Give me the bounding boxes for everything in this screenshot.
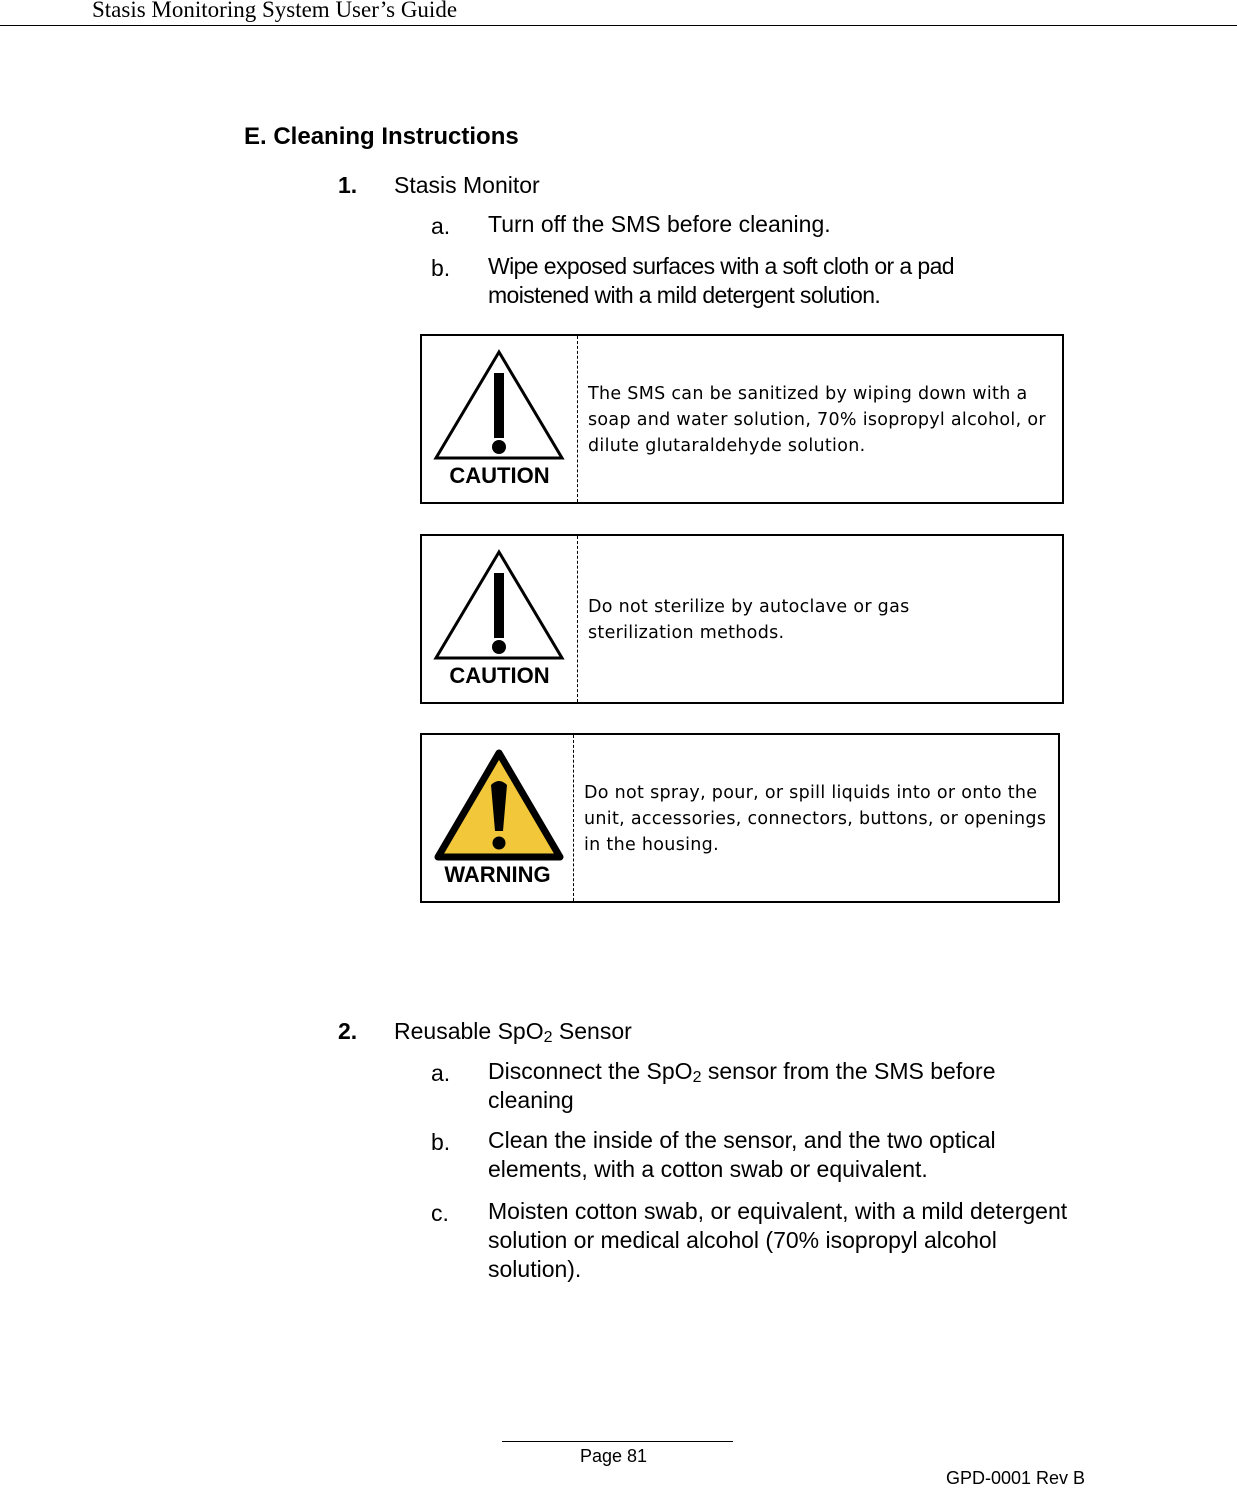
caution-triangle-icon (432, 548, 566, 664)
warning-triangle-icon (432, 747, 566, 863)
item-2-step-b-text: Clean the inside of the sensor, and the two optical elements, with a cotton swab or equivalent. (488, 1127, 996, 1182)
item-2-number: 2. (338, 1018, 358, 1044)
warning-label: WARNING (444, 862, 551, 887)
section-title: E. Cleaning Instructions (244, 123, 519, 150)
caution-label: CAUTION (449, 463, 550, 488)
item-2-step-c-text: Moisten cotton swab, or equivalent, with a mild detergent solution or medical alcohol (70% isopropyl alcohol solution). (488, 1198, 1068, 1282)
caution-label: CAUTION (449, 663, 550, 688)
item-2-step-a-letter: a. (431, 1060, 451, 1086)
item-2-step-b-letter: b. (431, 1129, 451, 1155)
item-1-step-a-letter: a. (431, 213, 451, 239)
header-divider (0, 25, 1237, 26)
running-header-title: Stasis Monitoring System User’s Guide (92, 0, 458, 22)
document-revision: GPD-0001 Rev B (946, 1468, 1086, 1488)
caution-triangle-icon (432, 348, 566, 464)
item-1-step-b-letter: b. (431, 255, 451, 281)
item-1-number: 1. (338, 172, 358, 198)
page-number: Page 81 (580, 1446, 648, 1466)
item-1-step-a-text: Turn off the SMS before cleaning. (488, 211, 831, 237)
caution-message-1: The SMS can be sanitized by wiping down with a soap and water solution, 70% isopropyl alcohol, or dilute glutaraldehyde solution. (588, 384, 1046, 456)
caution-icon-cell (422, 336, 578, 502)
caution-notice-1 (420, 334, 1064, 504)
item-1-step-b-text: Wipe exposed surfaces with a soft cloth or a pad moistened with a mild detergent solution. (488, 253, 954, 308)
warning-message: Do not spray, pour, or spill liquids into or onto the unit, accessories, connectors, buttons, or openings in the housing. (584, 783, 1047, 855)
caution-message-2: Do not sterilize by autoclave or gas sterilization methods. (588, 597, 910, 643)
item-1-title: Stasis Monitor (394, 172, 540, 198)
caution-icon-cell (422, 536, 578, 702)
item-2-step-a-text: Disconnect the SpO$_2$ sensor from the SMS before cleaning (488, 1058, 996, 1113)
caution-notice-2 (420, 534, 1064, 704)
item-2-step-c-letter: c. (431, 1200, 449, 1226)
item-2-title: Reusable SpO$_2$ Sensor (394, 1018, 632, 1046)
warning-icon-cell (422, 735, 574, 901)
footer-divider (502, 1441, 733, 1442)
warning-notice (420, 733, 1060, 903)
